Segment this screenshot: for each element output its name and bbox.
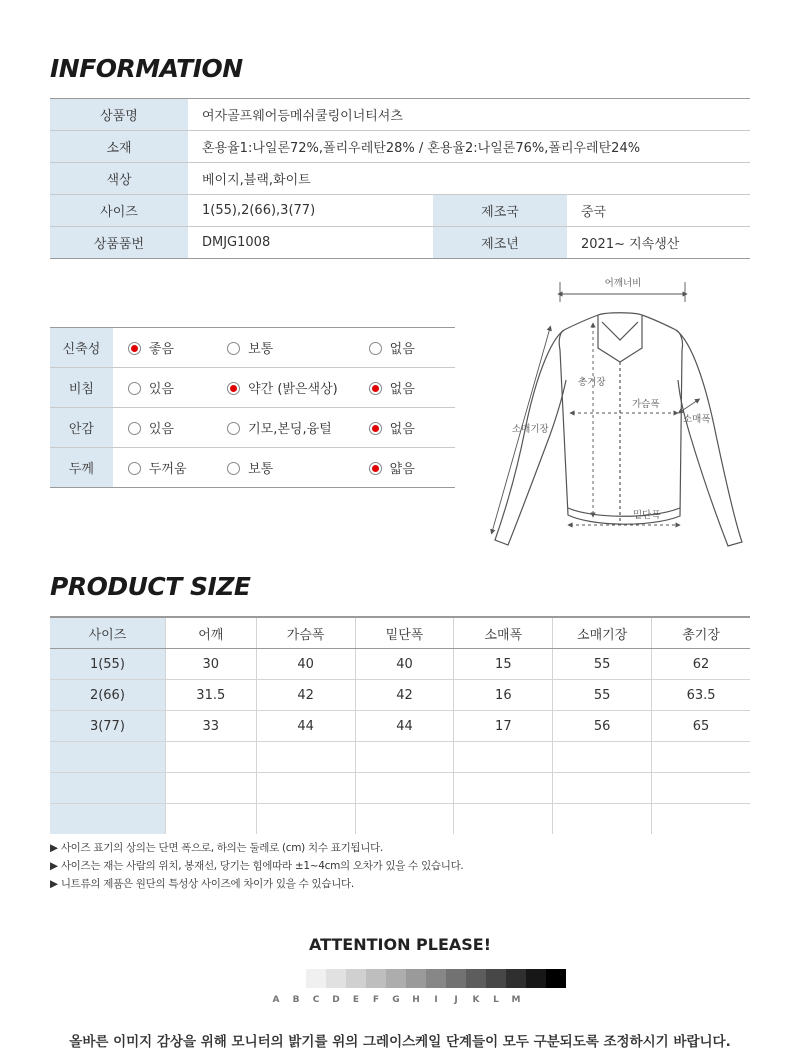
- attribute-option-label: 기모,본딩,융털: [248, 422, 332, 437]
- attribute-label: 안감: [50, 408, 113, 448]
- grayscale-swatch: [386, 969, 406, 988]
- grayscale-swatch: [346, 969, 366, 988]
- garment-measurement-diagram: [480, 270, 760, 560]
- grayscale-swatch: [466, 969, 486, 988]
- info-row: [50, 195, 750, 227]
- diagram-label-chest: 가슴폭: [632, 399, 660, 410]
- attribute-table: [50, 327, 455, 488]
- info-row: [50, 99, 750, 131]
- grayscale-letter: L: [493, 995, 499, 1005]
- size-cell: 33: [165, 711, 256, 742]
- size-header-cell: 소매폭: [454, 617, 553, 649]
- attribute-option-label: 없음: [389, 422, 415, 437]
- info-value: 1(55),2(66),3(77): [188, 195, 433, 227]
- size-header-cell: 소매기장: [553, 617, 652, 649]
- info-label: 소재: [50, 131, 188, 163]
- size-note-2: ▶ 사이즈는 재는 사람의 위치, 봉재선, 당기는 힘에따라 ±1~4cm의 오차가 있을 수 있습니다.: [50, 860, 464, 872]
- grayscale-letter: D: [332, 995, 340, 1005]
- size-cell: 1(55): [50, 649, 165, 680]
- size-cell: 44: [355, 711, 454, 742]
- attribute-option[interactable]: [212, 328, 354, 368]
- size-table-header: [50, 617, 750, 649]
- size-cell: 42: [256, 680, 355, 711]
- size-cell: 40: [355, 649, 454, 680]
- attribute-option[interactable]: [113, 328, 212, 368]
- information-title: INFORMATION: [50, 54, 243, 83]
- info-row: [50, 227, 750, 259]
- size-cell: 15: [454, 649, 553, 680]
- size-cell: [256, 804, 355, 835]
- size-header-cell: 밑단폭: [355, 617, 454, 649]
- grayscale-letters: [266, 995, 526, 1005]
- grayscale-letter: B: [292, 995, 300, 1005]
- radio-unchecked-icon[interactable]: [227, 422, 240, 435]
- product-size-title: PRODUCT SIZE: [50, 572, 251, 601]
- attribute-option[interactable]: [354, 448, 455, 488]
- size-cell: [355, 773, 454, 804]
- size-row: [50, 711, 750, 742]
- grayscale-swatch: [486, 969, 506, 988]
- size-header-cell: 사이즈: [50, 617, 165, 649]
- size-table: [50, 616, 750, 834]
- attribute-option[interactable]: [113, 408, 212, 448]
- size-cell: 3(77): [50, 711, 165, 742]
- radio-unchecked-icon[interactable]: [227, 342, 240, 355]
- size-cell: [165, 773, 256, 804]
- attribute-row: [50, 368, 455, 408]
- size-cell: [652, 742, 750, 773]
- diagram-label-sleeve-width: 소매폭: [683, 414, 711, 425]
- size-header-cell: 어깨: [165, 617, 256, 649]
- size-row: [50, 773, 750, 804]
- grayscale-letter: J: [454, 995, 458, 1005]
- size-header-cell: 총기장: [652, 617, 750, 649]
- size-cell: [652, 773, 750, 804]
- size-cell: 40: [256, 649, 355, 680]
- attribute-option-label: 보통: [248, 462, 274, 477]
- grayscale-swatch: [306, 969, 326, 988]
- size-cell: 17: [454, 711, 553, 742]
- attribute-option[interactable]: [354, 408, 455, 448]
- radio-checked-icon[interactable]: [369, 422, 382, 435]
- attribute-option[interactable]: [354, 328, 455, 368]
- size-cell: [355, 804, 454, 835]
- size-cell: 30: [165, 649, 256, 680]
- grayscale-letter: E: [352, 995, 360, 1005]
- size-row: [50, 680, 750, 711]
- attribute-label: 신축성: [50, 328, 113, 368]
- radio-unchecked-icon[interactable]: [128, 382, 141, 395]
- attribute-label: 두께: [50, 448, 113, 488]
- grayscale-swatch: [326, 969, 346, 988]
- size-cell: [50, 773, 165, 804]
- grayscale-swatch: [286, 969, 306, 988]
- info-value: 2021~ 지속생산: [567, 227, 750, 259]
- size-row: [50, 649, 750, 680]
- size-cell: [553, 742, 652, 773]
- size-cell: [165, 742, 256, 773]
- grayscale-swatch: [506, 969, 526, 988]
- size-cell: 55: [553, 680, 652, 711]
- grayscale-letter: C: [312, 995, 320, 1005]
- radio-unchecked-icon[interactable]: [227, 462, 240, 475]
- size-cell: 44: [256, 711, 355, 742]
- diagram-label-shoulder: 어깨너비: [604, 278, 642, 289]
- attribute-row: [50, 328, 455, 368]
- size-cell: 62: [652, 649, 750, 680]
- attribute-option-label: 좋음: [148, 342, 174, 357]
- attention-title: ATTENTION PLEASE!: [308, 935, 492, 954]
- info-label: 상품품번: [50, 227, 188, 259]
- size-cell: 63.5: [652, 680, 750, 711]
- grayscale-swatch: [546, 969, 566, 988]
- size-cell: 65: [652, 711, 750, 742]
- attribute-option-label: 있음: [148, 382, 174, 397]
- info-label: 제조국: [433, 195, 567, 227]
- attribute-row: [50, 448, 455, 488]
- attribute-option[interactable]: [212, 408, 354, 448]
- size-row: [50, 742, 750, 773]
- radio-unchecked-icon[interactable]: [128, 462, 141, 475]
- attribute-option-label: 보통: [248, 342, 274, 357]
- grayscale-letter: F: [372, 995, 380, 1005]
- grayscale-swatch: [366, 969, 386, 988]
- attribute-label: 비침: [50, 368, 113, 408]
- info-row: [50, 131, 750, 163]
- size-cell: [553, 804, 652, 835]
- size-cell: [50, 804, 165, 835]
- diagram-label-sleeve-length: 소매기장: [512, 424, 549, 435]
- info-label: 색상: [50, 163, 188, 195]
- attribute-option-label: 없음: [389, 382, 415, 397]
- info-value: 혼용율1:나일론72%,폴리우레탄28% / 혼용율2:나일론76%,폴리우레탄24%: [188, 131, 750, 163]
- info-label: 제조년: [433, 227, 567, 259]
- size-cell: 55: [553, 649, 652, 680]
- grayscale-strip: [286, 969, 566, 988]
- attribute-option[interactable]: [212, 448, 354, 488]
- grayscale-swatch: [426, 969, 446, 988]
- attribute-option[interactable]: [354, 368, 455, 408]
- grayscale-swatch: [446, 969, 466, 988]
- attribute-option[interactable]: [113, 368, 212, 408]
- size-cell: [652, 804, 750, 835]
- information-table: [50, 98, 750, 259]
- size-cell: 2(66): [50, 680, 165, 711]
- grayscale-letter: M: [511, 995, 521, 1005]
- attribute-row: [50, 408, 455, 448]
- radio-checked-icon[interactable]: [128, 342, 141, 355]
- diagram-label-hem: 밑단폭: [633, 510, 661, 521]
- info-value: 베이지,블랙,화이트: [188, 163, 750, 195]
- size-note-1: ▶ 사이즈 표기의 상의는 단면 폭으로, 하의는 둘레로 (cm) 치수 표기됩니다.: [50, 842, 383, 854]
- attribute-option-label: 얇음: [389, 462, 415, 477]
- radio-unchecked-icon[interactable]: [369, 342, 382, 355]
- radio-checked-icon[interactable]: [369, 382, 382, 395]
- attribute-option-label: 두꺼움: [148, 462, 187, 477]
- radio-unchecked-icon[interactable]: [128, 422, 141, 435]
- size-cell: 16: [454, 680, 553, 711]
- info-row: [50, 163, 750, 195]
- grayscale-letter: K: [472, 995, 480, 1005]
- size-cell: [553, 773, 652, 804]
- size-cell: [165, 804, 256, 835]
- info-value: 중국: [567, 195, 750, 227]
- size-cell: 42: [355, 680, 454, 711]
- size-cell: [454, 804, 553, 835]
- attribute-option-label: 있음: [148, 422, 174, 437]
- grayscale-letter: H: [412, 995, 420, 1005]
- size-cell: 31.5: [165, 680, 256, 711]
- size-cell: [355, 742, 454, 773]
- info-label: 상품명: [50, 99, 188, 131]
- grayscale-letter: G: [392, 995, 400, 1005]
- size-row: [50, 804, 750, 835]
- size-cell: [256, 773, 355, 804]
- radio-checked-icon[interactable]: [369, 462, 382, 475]
- monitor-notice: 올바른 이미지 감상을 위해 모니터의 밝기를 위의 그레이스케일 단계들이 모두 구분되도록 조정하시기 바랍니다.: [69, 1034, 731, 1050]
- size-header-cell: 가슴폭: [256, 617, 355, 649]
- attribute-option-label: 약간 (밝은색상): [248, 382, 338, 397]
- grayscale-letter: A: [272, 995, 280, 1005]
- attribute-option-label: 없음: [389, 342, 415, 357]
- size-note-3: ▶ 니트류의 제품은 원단의 특성상 사이즈에 차이가 있을 수 있습니다.: [50, 878, 354, 890]
- attribute-option[interactable]: [113, 448, 212, 488]
- size-cell: 56: [553, 711, 652, 742]
- attribute-option[interactable]: [212, 368, 354, 408]
- size-cell: [454, 742, 553, 773]
- grayscale-swatch: [526, 969, 546, 988]
- info-value: DMJG1008: [188, 227, 433, 259]
- grayscale-letter: I: [434, 995, 438, 1005]
- size-cell: [256, 742, 355, 773]
- grayscale-swatch: [406, 969, 426, 988]
- info-value: 여자골프웨어등메쉬쿨링이너티셔츠: [188, 99, 750, 131]
- size-cell: [50, 742, 165, 773]
- info-label: 사이즈: [50, 195, 188, 227]
- radio-checked-icon[interactable]: [227, 382, 240, 395]
- diagram-label-total-length: 총기장: [578, 377, 606, 388]
- size-cell: [454, 773, 553, 804]
